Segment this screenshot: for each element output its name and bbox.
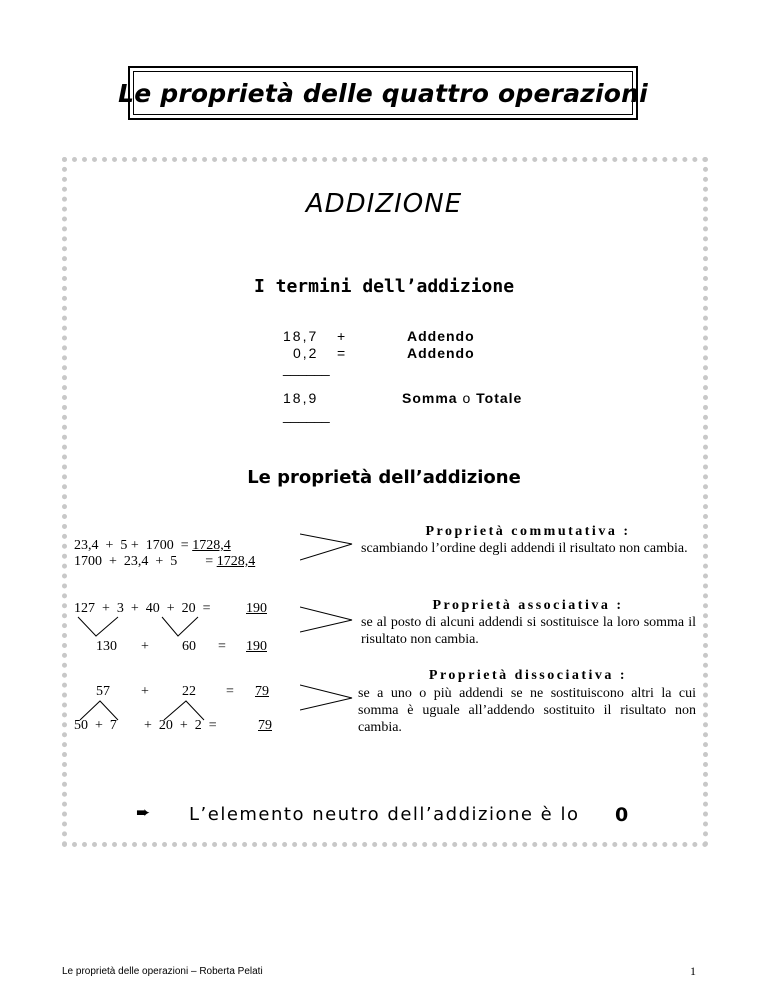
term-result-label-o: o (462, 390, 472, 406)
term-result-number: 18,9 (283, 390, 319, 406)
commutative-line-1 (74, 538, 231, 554)
associative-line-2-b: 60 (182, 639, 196, 654)
associative-bracket-left (78, 617, 118, 636)
neutral-element-zero: 0 (615, 804, 629, 826)
commutative-description: scambiando l’ordine degli addendi il risultato non cambia. (361, 541, 688, 556)
term-row2-number: 0,2 (293, 345, 319, 361)
term-result-label-totale: Totale (476, 390, 523, 406)
section-title: ADDIZIONE (305, 189, 463, 219)
associative-description: se al posto di alcuni addendi si sostituisce la loro somma il risultato non cambia. (361, 615, 696, 647)
title-inner-border (118, 71, 648, 115)
dissociative-line-1-plus: + (141, 684, 149, 699)
term-row1-operator: + (337, 328, 348, 344)
commutative-line-2-result: 1728,4 (216, 554, 256, 569)
arrow-right-icon: ➨ (136, 803, 151, 822)
term-separator-2: ______ (283, 407, 330, 423)
terms-heading: I termini dell’addizione (253, 276, 515, 297)
chevron-arrows (300, 520, 360, 770)
associative-line-1: 127 + 3 + 40 + 20 = (74, 601, 211, 616)
commutative-line-2 (74, 554, 255, 570)
associative-line-2-result: 190 (246, 639, 267, 654)
term-result-label (402, 390, 522, 406)
page-number: 1 (690, 964, 696, 978)
commutative-line-1-left: 23,4 + 5 + 1700 = (74, 538, 189, 553)
associative-title: Proprietà associativa : (432, 598, 624, 613)
dissociative-line-1-eq: = (226, 684, 234, 699)
content-frame (62, 157, 708, 847)
commutative-line-1-result: 1728,4 (192, 538, 231, 553)
associative-line-2-a: 130 (96, 639, 117, 654)
dissociative-description: se a uno o più addendi se ne sostituiscono altri la cui somma è uguale all’addendo sostituito il risultato non cambia. (358, 686, 696, 735)
dissociative-line-1-result: 79 (255, 684, 269, 699)
associative-chevron (300, 607, 352, 632)
commutative-chevron (300, 534, 352, 560)
associative-line-1-result: 190 (246, 601, 267, 616)
dissociative-chevron (300, 685, 352, 710)
term-row1-label: Addendo (407, 328, 475, 344)
associative-grouping-brackets (74, 616, 214, 640)
title-box (118, 66, 648, 120)
term-row2-operator: = (337, 345, 348, 361)
dissociative-line-2-result: 79 (258, 718, 272, 733)
term-result-label-somma: Somma (402, 390, 458, 406)
dissociative-title: Proprietà dissociativa : (428, 668, 628, 683)
dissociative-line-1-a: 57 (96, 684, 110, 699)
footer-text: Le proprietà delle operazioni – Roberta Pelati (62, 966, 263, 977)
commutative-line-2-left: 1700 + 23,4 + 5 = (74, 554, 214, 569)
term-row1-number: 18,7 (283, 328, 319, 344)
dissociative-line-2-a: 50 + 7 (74, 718, 117, 733)
neutral-element-text: L’elemento neutro dell’addizione è lo (189, 804, 580, 825)
dissociative-line-1-b: 22 (182, 684, 196, 699)
properties-heading: Le proprietà dell’addizione (247, 467, 521, 488)
associative-line-2-eq: = (218, 639, 226, 654)
term-row2-label: Addendo (407, 345, 475, 361)
commutative-title: Proprietà commutativa : (425, 524, 631, 539)
term-separator: ______ (283, 360, 330, 376)
associative-line-2-plus: + (141, 639, 149, 654)
dissociative-line-2-b: + 20 + 2 = (144, 718, 217, 733)
page-title: Le proprietà delle quattro operazioni (118, 78, 648, 108)
associative-bracket-right (162, 617, 198, 636)
